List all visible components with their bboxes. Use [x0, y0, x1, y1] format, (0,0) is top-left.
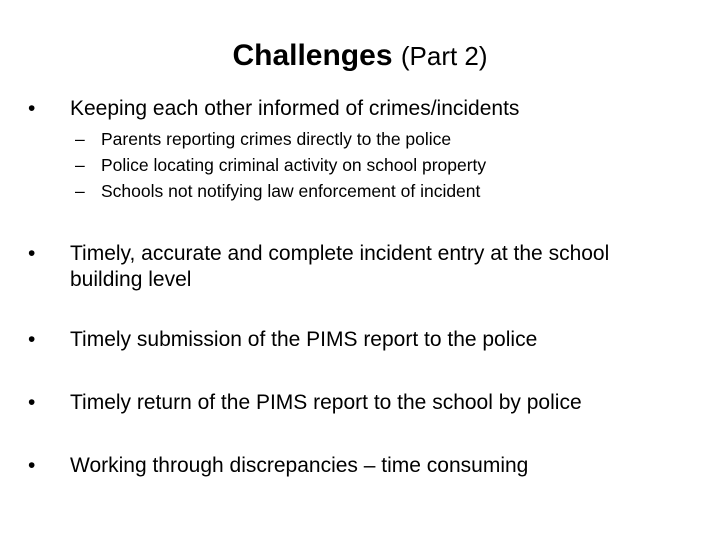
bullet-text: Keeping each other informed of crimes/incidents [70, 97, 520, 120]
bullet-icon: • [28, 97, 36, 120]
sub-bullet-text: Schools not notifying law enforcement of incident [101, 181, 481, 201]
bullet-item [28, 453, 708, 479]
bullet-item [28, 241, 648, 293]
slide-title-main: Challenges [232, 39, 393, 72]
bullet-item [28, 96, 708, 122]
bullet-icon: • [28, 454, 36, 477]
sub-bullet-text: Parents reporting crimes directly to the police [101, 129, 452, 149]
bullet-text: Timely submission of the PIMS report to the police [70, 328, 538, 351]
dash-icon: – [75, 181, 85, 201]
bullet-text: Timely return of the PIMS report to the school by police [70, 391, 582, 414]
bullet-text: Timely, accurate and complete incident entry at the school building level [70, 242, 610, 291]
sub-bullet-item [75, 178, 695, 204]
slide-title-sub: (Part 2) [400, 41, 488, 71]
bullet-icon: • [28, 242, 36, 265]
sub-bullet-text: Police locating criminal activity on school property [101, 155, 487, 175]
dash-icon: – [75, 129, 85, 149]
bullet-text: Working through discrepancies – time consuming [70, 454, 529, 477]
bullet-item [28, 327, 708, 353]
bullet-item [28, 390, 708, 416]
bullet-icon: • [28, 328, 36, 351]
sub-bullet-item [75, 152, 695, 178]
bullet-icon: • [28, 391, 36, 414]
sub-bullet-item [75, 126, 695, 152]
dash-icon: – [75, 155, 85, 175]
slide-title [0, 36, 720, 76]
